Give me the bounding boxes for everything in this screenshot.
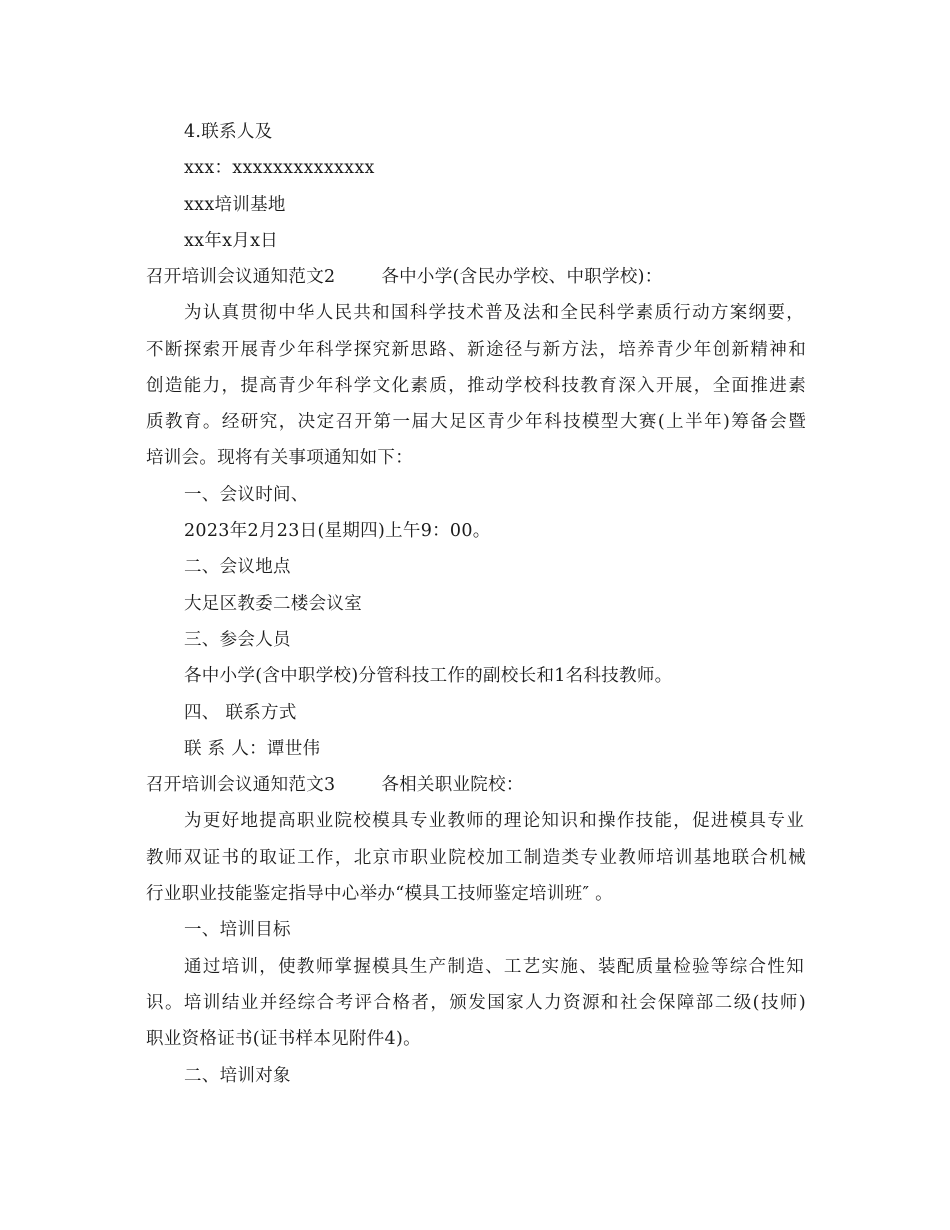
section-heading-training-goal: 一、培训目标 <box>184 920 291 940</box>
section-heading-training-target: 二、培训对象 <box>184 1066 291 1086</box>
section-heading-meeting-place: 二、会议地点 <box>184 557 291 577</box>
signature-date: xx年x月x日 <box>184 231 279 251</box>
sample-3-title: 召开培训会议通知范文3 <box>146 775 336 795</box>
paragraph-line: 为更好地提高职业院校模具专业教师的理论知识和操作技能，促进模具专业 <box>184 811 804 831</box>
paragraph-line: 职业资格证书(证书样本见附件4)。 <box>146 1029 421 1049</box>
contact-line: xxx：xxxxxxxxxxxxxx <box>184 158 375 178</box>
paragraph-line: 教师双证书的取证工作，北京市职业院校加工制造类专业教师培训基地联合机械 <box>146 848 806 868</box>
section-heading-meeting-time: 一、会议时间、 <box>184 485 309 505</box>
meeting-time-value: 2023年2月23日(星期四)上午9：00。 <box>184 521 491 541</box>
paragraph-line: 通过培训，使教师掌握模具生产制造、工艺实施、装配质量检验等综合性知 <box>184 957 804 977</box>
paragraph-line: 创造能力，提高青少年科学文化素质，推动学校科技教育深入开展，全面推进素 <box>146 376 806 396</box>
meeting-place-value: 大足区教委二楼会议室 <box>184 594 362 614</box>
contact-section-heading: 4.联系人及 <box>184 122 273 142</box>
section-heading-attendees: 三、参会人员 <box>184 630 291 650</box>
sample-3-recipient: 各相关职业院校： <box>381 775 524 795</box>
paragraph-line: 培训会。现将有关事项通知如下： <box>146 448 413 468</box>
paragraph-line: 质教育。经研究，决定召开第一届大足区青少年科技模型大赛(上半年)筹备会暨 <box>146 412 806 432</box>
sample-3-heading-row <box>146 773 806 797</box>
paragraph-line: 识。培训结业并经综合考评合格者，颁发国家人力资源和社会保障部二级(技师) <box>146 993 806 1013</box>
contact-person: 联 系 人：谭世伟 <box>184 739 321 759</box>
sample-2-heading-row <box>146 265 806 289</box>
paragraph-line: 行业职业技能鉴定指导中心举办“模具工技师鉴定培训班″ 。 <box>146 884 613 904</box>
signature-organization: xxx培训基地 <box>184 195 286 215</box>
sample-2-recipient: 各中小学(含民办学校、中职学校)： <box>381 267 663 287</box>
paragraph-line: 不断探索开展青少年科学探究新思路、新途径与新方法，培养青少年创新精神和 <box>146 340 806 360</box>
attendees-value: 各中小学(含中职学校)分管科技工作的副校长和1名科技教师。 <box>184 666 673 686</box>
paragraph-line: 为认真贯彻中华人民共和国科学技术普及法和全民科学素质行动方案纲要， <box>184 303 804 323</box>
section-heading-contact: 四、 联系方式 <box>184 703 297 723</box>
sample-2-title: 召开培训会议通知范文2 <box>146 267 336 287</box>
